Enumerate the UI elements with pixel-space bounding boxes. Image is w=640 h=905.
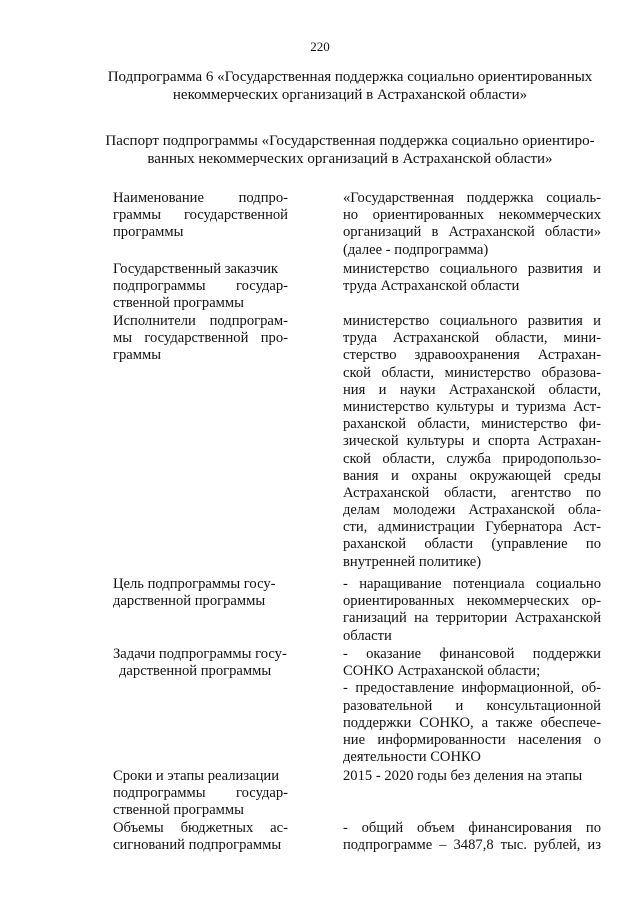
row-value-terms bbox=[343, 768, 601, 785]
label-line: граммы государственной bbox=[113, 207, 288, 224]
label-line: Задачи подпрограммы госу- bbox=[113, 646, 287, 662]
value-line: области bbox=[343, 627, 392, 644]
value-line: вания и охраны окружающей среды bbox=[343, 467, 601, 484]
row-label-funding bbox=[113, 820, 288, 854]
value-line: СОНКО Астраханской области; bbox=[343, 663, 541, 680]
value-line: деятельности СОНКО bbox=[343, 749, 481, 766]
row-value-name bbox=[343, 190, 601, 259]
value-line: ской области, министерство образова- bbox=[343, 364, 601, 381]
passport-title-line: Паспорт подпрограммы «Государственная поддержка социально ориентиро- bbox=[105, 133, 595, 149]
value-line: ние информированности населения о bbox=[343, 731, 601, 748]
label-line: дарственной программы bbox=[113, 593, 266, 610]
value-line: «Государственная поддержка социаль- bbox=[343, 190, 601, 206]
value-line: ганизаций на территории Астраханской bbox=[343, 610, 601, 627]
value-line: поддержки СОНКО, а также обеспече- bbox=[343, 714, 601, 731]
value-line: ния и науки Астраханской области, bbox=[343, 381, 601, 398]
value-line: министерство культуры и туризма Аст- bbox=[343, 398, 601, 415]
value-line: министерство социального развития и bbox=[343, 313, 601, 329]
row-label-executors bbox=[113, 313, 288, 365]
row-value-funding bbox=[343, 820, 601, 854]
label-line: мы государственной про- bbox=[113, 330, 288, 347]
label-line: ственной программы bbox=[113, 295, 244, 312]
value-line: внутренней политике) bbox=[343, 553, 482, 570]
value-line: раханской области, министерство фи- bbox=[343, 416, 601, 433]
value-line: труда Астраханской области bbox=[343, 278, 520, 295]
value-line: раханской области (управление по bbox=[343, 536, 601, 553]
value-line: - общий объем финансирования по bbox=[343, 820, 601, 836]
row-label-tasks bbox=[113, 646, 288, 680]
value-line: делам молодежи Астраханской обла- bbox=[343, 502, 601, 519]
label-line: Объемы бюджетных ас- bbox=[113, 820, 288, 836]
value-line: - оказание финансовой поддержки bbox=[343, 646, 601, 662]
subprogram-title bbox=[100, 68, 600, 104]
label-line: подпрограммы государ- bbox=[113, 278, 288, 295]
value-line: (далее - подпрограмма) bbox=[343, 241, 489, 258]
value-line: сти, администрации Губернатора Аст- bbox=[343, 519, 601, 536]
row-value-customer bbox=[343, 261, 601, 295]
label-line: Цель подпрограммы госу- bbox=[113, 576, 276, 592]
label-line: дарственной программы bbox=[119, 663, 272, 680]
label-line: Наименование подпро- bbox=[113, 190, 288, 206]
label-line: программы bbox=[113, 224, 184, 241]
label-line: граммы bbox=[113, 347, 162, 364]
row-label-name bbox=[113, 190, 288, 242]
value-line: организаций в Астраханской области» bbox=[343, 224, 601, 241]
value-line: стерство здравоохранения Астрахан- bbox=[343, 347, 601, 364]
value-line: Астраханской области, агентство по bbox=[343, 484, 601, 501]
label-line: подпрограммы государ- bbox=[113, 785, 288, 802]
row-label-terms bbox=[113, 768, 288, 820]
label-line: Сроки и этапы реализации bbox=[113, 768, 280, 784]
page-number: 220 bbox=[310, 39, 330, 54]
value-line: но ориентированных некоммерческих bbox=[343, 207, 601, 224]
row-label-customer bbox=[113, 261, 288, 313]
label-line: ственной программы bbox=[113, 802, 244, 819]
subprogram-title-line: некоммерческих организаций в Астраханской области» bbox=[172, 87, 528, 103]
value-line: труда Астраханской области, мини- bbox=[343, 330, 601, 347]
value-line: разовательной и консультационной bbox=[343, 697, 601, 714]
passport-title-line: ванных некоммерческих организаций в Астраханской области» bbox=[147, 151, 553, 167]
row-value-goal bbox=[343, 576, 601, 645]
passport-title bbox=[100, 132, 600, 168]
row-value-executors bbox=[343, 313, 601, 571]
label-line: Исполнители подпрограм- bbox=[113, 313, 288, 329]
subprogram-title-line: Подпрограмма 6 «Государственная поддержка социально ориентированных bbox=[107, 69, 593, 85]
value-line: министерство социального развития и bbox=[343, 261, 601, 277]
value-line: зической культуры и спорта Астрахан- bbox=[343, 433, 601, 450]
value-line: ориентированных некоммерческих ор- bbox=[343, 593, 601, 610]
label-line: сигнований подпрограммы bbox=[113, 837, 282, 854]
label-line: Государственный заказчик bbox=[113, 261, 278, 277]
value-line: подпрограмме – 3487,8 тыс. рублей, из bbox=[343, 837, 601, 854]
row-value-tasks bbox=[343, 646, 601, 766]
value-line: - наращивание потенциала социально bbox=[343, 576, 601, 592]
value-line: - предоставление информационной, об- bbox=[343, 680, 601, 697]
row-label-goal bbox=[113, 576, 288, 610]
value-line: ской области, служба природопользо- bbox=[343, 450, 601, 467]
value-line: 2015 - 2020 годы без деления на этапы bbox=[343, 768, 583, 784]
